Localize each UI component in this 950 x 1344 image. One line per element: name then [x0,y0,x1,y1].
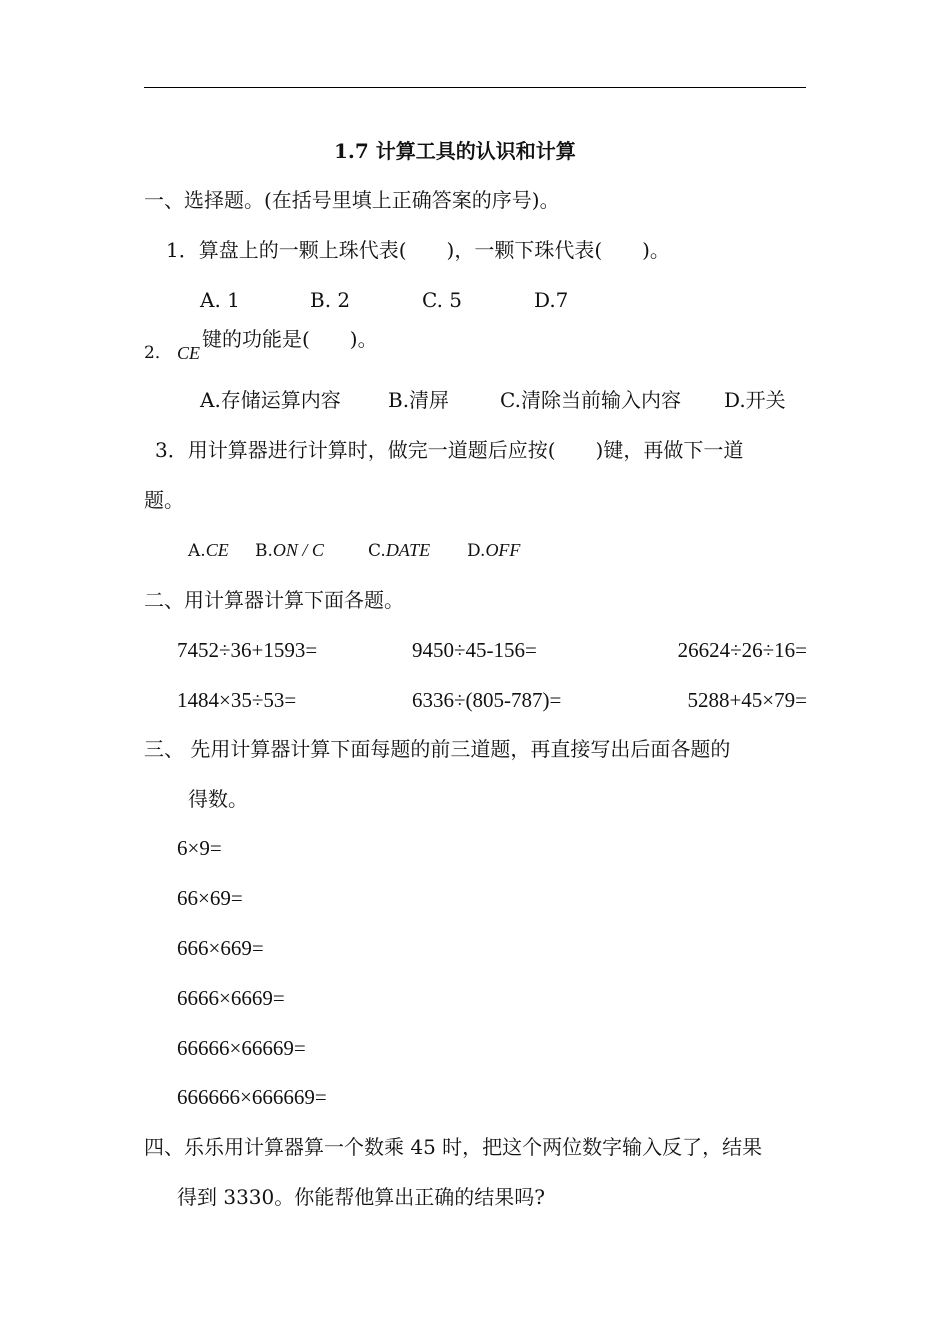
calc-4: 1484×35÷53= [177,688,297,712]
q3-text-line1: 3．用计算器进行计算时，做完一道题后应按( )键，再做下一道 [155,438,744,462]
pattern-item-1: 6×9= [177,836,222,860]
q3-option-a: A.CE [188,540,229,561]
section4-line2: 得到 3330。你能帮他算出正确的结果吗? [177,1185,545,1209]
q3-option-b: B.ON / C [255,540,324,561]
q2-question: 键的功能是( )。 [202,327,378,351]
section1-heading: 一、选择题。(在括号里填上正确答案的序号)。 [144,188,560,212]
calc-6: 5288+45×79= [687,688,807,712]
calc-5: 6336÷(805-787)= [412,688,562,712]
q2-option-b: B.清屏 [388,388,450,412]
pattern-item-5: 66666×66669= [177,1036,306,1060]
q1-text: 1．算盘上的一颗上珠代表( )，一颗下珠代表( )。 [166,238,670,262]
q2-option-c: C.清除当前输入内容 [500,388,681,412]
q3-option-c: C.DATE [368,540,431,561]
section4-line1: 四、乐乐用计算器算一个数乘 45 时，把这个两位数字输入反了，结果 [144,1135,763,1159]
calc-2: 9450÷45-156= [412,638,537,662]
q3-option-d: D.OFF [467,540,521,561]
q2-text [144,327,544,365]
q1-option-c: C. 5 [422,288,463,312]
pattern-item-3: 666×669= [177,936,264,960]
header-rule [144,87,806,88]
q2-option-d: D.开关 [724,388,786,412]
q2-key-ce: CE [177,343,201,363]
section3-heading-line2: 得数。 [188,787,248,811]
q3-text-line2: 题。 [144,488,184,512]
calc-3: 26624÷26÷16= [677,638,807,662]
calc-1: 7452÷36+1593= [177,638,318,662]
q1-option-b: B. 2 [310,288,351,312]
section3-heading-line1: 三、 先用计算器计算下面每题的前三道题，再直接写出后面各题的 [144,737,731,761]
pattern-item-2: 66×69= [177,886,243,910]
q1-option-d: D.7 [534,288,569,312]
q2-number: 2． [144,343,172,363]
pattern-item-4: 6666×6669= [177,986,285,1010]
pattern-item-6: 666666×666669= [177,1085,327,1109]
q2-option-a: A.存储运算内容 [200,388,341,412]
page-title: 1.7 计算工具的认识和计算 [334,139,576,163]
section2-heading: 二、用计算器计算下面各题。 [144,588,404,612]
q1-option-a: A. 1 [200,288,240,312]
